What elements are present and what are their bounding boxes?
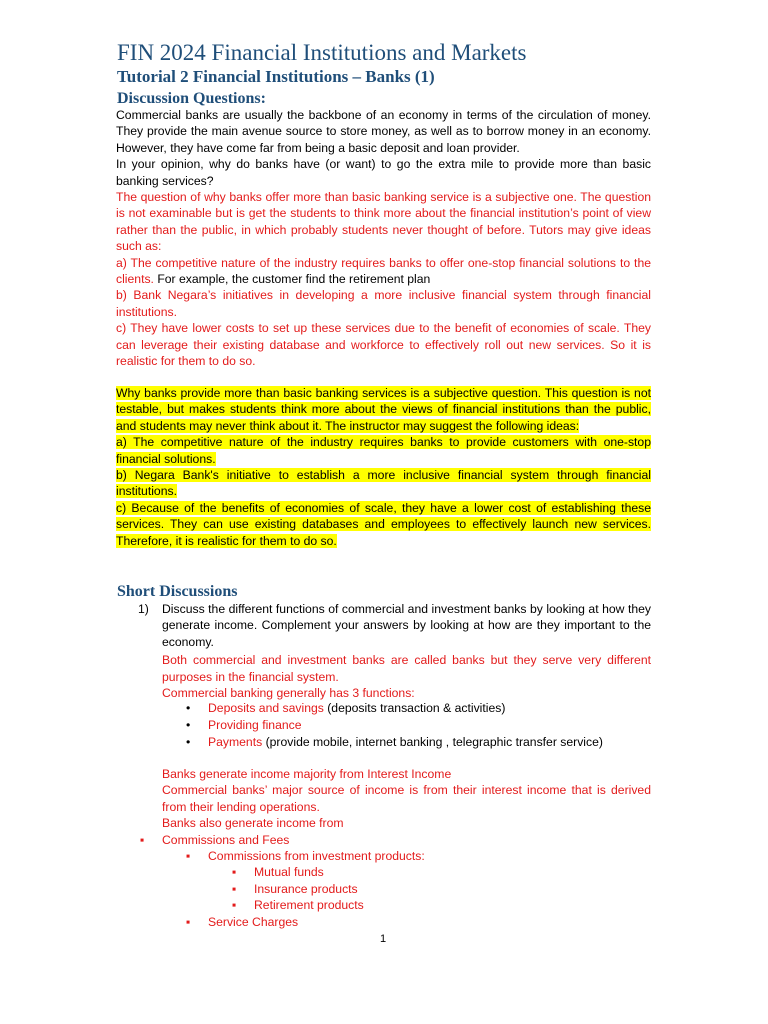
- investment-item: [186, 848, 425, 864]
- short-discussions-heading: Short Discussions: [117, 583, 238, 600]
- document-title: FIN 2024 Financial Institutions and Markets: [117, 40, 527, 65]
- answer-point-c: c) They have lower costs to set up these services due to the benefit of economies of scale. They can leverage their existing database and workforce to effectively roll out new services. So it is realistic for them to do so.: [116, 321, 651, 369]
- point-a-black: For example, the customer find the retirement plan: [153, 272, 431, 287]
- product-2-label: Insurance products: [254, 882, 358, 896]
- commissions-item: [140, 832, 289, 848]
- discussion-block: [116, 107, 651, 370]
- product-item-1: [232, 864, 324, 880]
- bullet-icon: •: [186, 701, 191, 715]
- answer-point-a: [116, 255, 651, 288]
- answer-point-b: b) Bank Negara’s initiatives in developing a more inclusive financial system through financial institutions.: [116, 288, 651, 319]
- product-1-label: Mutual funds: [254, 865, 324, 879]
- commissions-label: Commissions and Fees: [162, 833, 290, 847]
- function-1-red: Deposits and savings: [208, 701, 324, 715]
- function-2-red: Providing finance: [208, 718, 302, 732]
- highlighted-a-text: a) The competitive nature of the industry requires banks to provide customers with one-stop financial solutions.: [116, 435, 651, 466]
- square-bullet-icon: ▪: [186, 849, 191, 863]
- point-a-red: a) The competitive nature of the industry requires banks to offer one-stop financial solutions to the clients.: [116, 255, 651, 287]
- square-bullet-icon: ▪: [232, 865, 237, 879]
- highlighted-b: [116, 467, 651, 500]
- bullet-icon: •: [186, 718, 191, 732]
- tutorial-subtitle: Tutorial 2 Financial Institutions – Banks (1): [117, 67, 435, 86]
- function-item-3: [186, 734, 603, 750]
- function-3-red: Payments: [208, 735, 263, 749]
- discussion-intro: Commercial banks are usually the backbone of an economy in terms of the circulation of money. They provide the main avenue source to store money, as well as to borrow money in an economy. However, they have come far from being a basic deposit and loan provider.: [116, 108, 651, 155]
- question-1-text: Discuss the different functions of commercial and investment banks by looking at how they generate income. Complement your answers by looking at how are they important to the economy.: [162, 602, 651, 649]
- question-number: 1): [138, 602, 149, 616]
- highlighted-para: [116, 385, 651, 434]
- function-item-2: [186, 717, 302, 733]
- square-bullet-icon: ▪: [140, 833, 145, 847]
- product-item-3: [232, 897, 364, 913]
- income-line-3: Banks also generate income from: [162, 816, 344, 831]
- service-charges-label: Service Charges: [208, 915, 299, 929]
- bullet-icon: •: [186, 735, 191, 749]
- income-line-2: Commercial banks’ major source of income is from their interest income that is derived from their lending operations.: [162, 783, 651, 814]
- tutor-answer: The question of why banks offer more than basic banking service is a subjective one. The question is not examinable but is get the students to think more about the financial institution’s point of view rather than the public, in which probably students never thought of before. Tutors may give ideas such as:: [116, 190, 651, 254]
- page-number: 1: [380, 933, 387, 945]
- function-item-1: [186, 700, 505, 716]
- highlighted-block: [116, 385, 651, 549]
- answer-1-functions: Commercial banking generally has 3 functions:: [162, 686, 415, 701]
- square-bullet-icon: ▪: [232, 898, 237, 912]
- square-bullet-icon: ▪: [186, 915, 191, 929]
- product-item-2: [232, 881, 358, 897]
- highlighted-b-text: b) Negara Bank's initiative to establish a more inclusive financial system through financial institutions.: [116, 468, 651, 499]
- highlighted-c-text: c) Because of the benefits of economies of scale, they have a lower cost of establishing these services. They can use existing databases and employees to effectively launch new services. Therefore, it is realistic for them to do so.: [116, 500, 651, 548]
- highlighted-c: [116, 500, 651, 549]
- function-1-black: (deposits transaction & activities): [323, 701, 506, 715]
- highlighted-para-text: Why banks provide more than basic banking services is a subjective question. This question is not testable, but makes students think more about the views of financial institutions than the public, and students may never think about it. The instructor may suggest the following ideas:: [116, 386, 651, 433]
- answer-1-intro: Both commercial and investment banks are called banks but they serve very different purposes in the financial system.: [162, 653, 651, 684]
- question-1: [138, 601, 651, 701]
- product-3-label: Retirement products: [254, 898, 364, 912]
- highlighted-a: [116, 434, 651, 467]
- discussion-heading: Discussion Questions:: [117, 90, 266, 107]
- income-block: [162, 766, 651, 832]
- function-3-black: (provide mobile, internet banking , telegraphic transfer service): [262, 735, 603, 749]
- income-line-1: Banks generate income majority from Interest Income: [162, 767, 452, 781]
- discussion-question: In your opinion, why do banks have (or want) to go the extra mile to provide more than basic banking services?: [116, 157, 651, 188]
- square-bullet-icon: ▪: [232, 882, 237, 896]
- service-charges-item: [186, 914, 298, 930]
- investment-label: Commissions from investment products:: [208, 849, 425, 863]
